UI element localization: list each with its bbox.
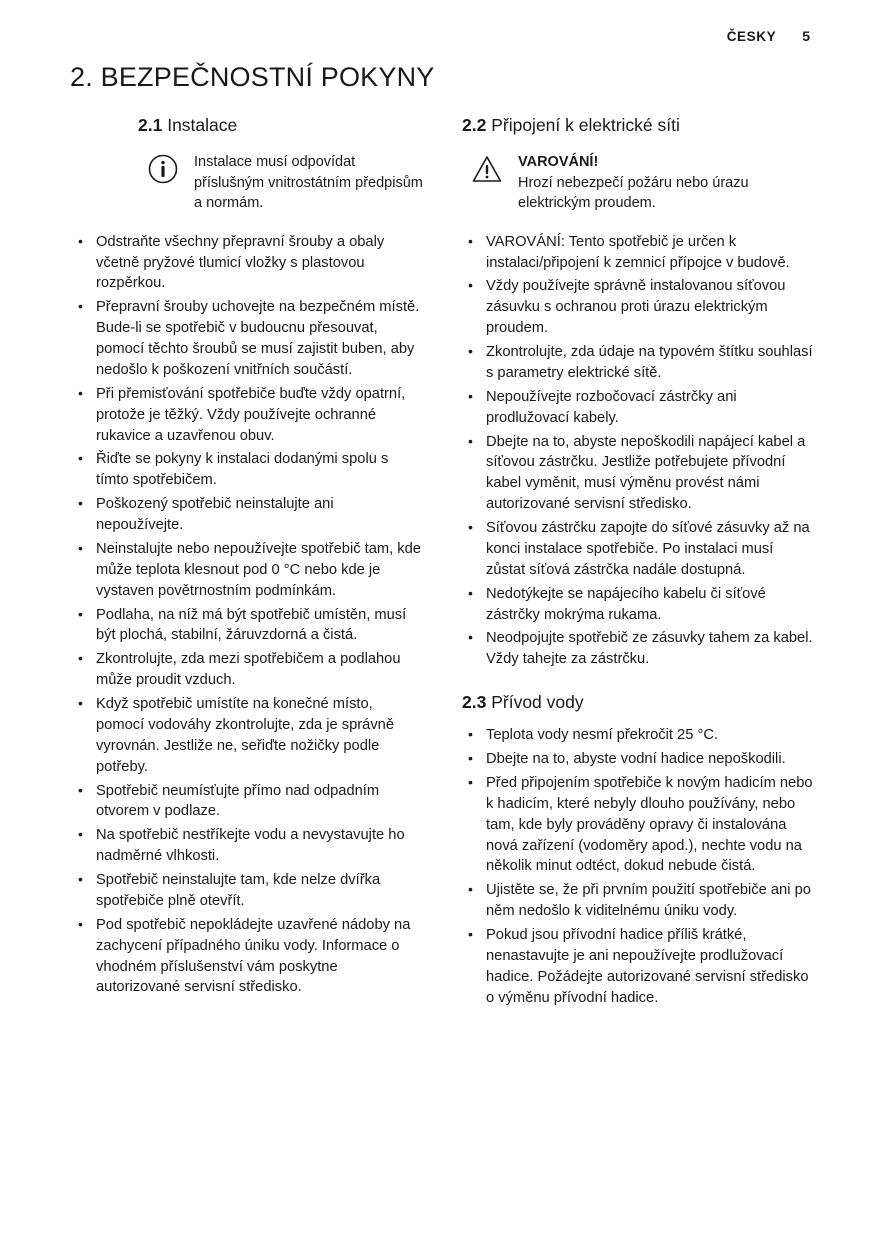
page-header	[58, 28, 816, 44]
chapter-title: 2. BEZPEČNOSTNÍ POKYNY	[70, 62, 435, 92]
section-title: Přívod vody	[491, 692, 584, 713]
list-item: • Podlaha, na níž má být spotřebič umístěn, musí být plochá, stabilní, žáruvzdorná a čistá.	[70, 605, 424, 647]
warning-triangle-icon	[472, 154, 502, 184]
section-heading-water	[462, 692, 816, 713]
electrical-bullet-list	[462, 232, 816, 671]
list-item: • Teplota vody nesmí překročit 25 °C.	[462, 725, 816, 746]
warning-title: VAROVÁNÍ!	[518, 154, 599, 170]
section-title: Instalace	[167, 115, 238, 135]
list-item: • Spotřebič neinstalujte tam, kde nelze dvířka spotřebiče plně otevřít.	[70, 870, 424, 912]
list-item: • Nedotýkejte se napájecího kabelu či síťové zástrčky mokrýma rukama.	[462, 584, 816, 626]
section-heading-electrical	[462, 115, 816, 136]
list-item: • Řiďte se pokyny k instalaci dodanými spolu s tímto spotřebičem.	[70, 449, 424, 491]
section-number: 2.2	[462, 115, 487, 135]
list-item: • Síťovou zástrčku zapojte do síťové zásuvky až na konci instalace spotřebiče. Po instalaci musí zůstat síťová zástrčka nadále dostupná.	[462, 518, 816, 581]
language-label: ČESKY	[726, 29, 777, 44]
list-item: • Při přemisťování spotřebiče buďte vždy opatrní, protože je těžký. Vždy používejte ochranné rukavice a uzavřenou obuv.	[70, 384, 424, 447]
list-item: • Neodpojujte spotřebič ze zásuvky tahem za kabel. Vždy tahejte za zástrčku.	[462, 628, 816, 670]
installation-bullet-list	[70, 232, 424, 999]
warning-notice-body	[518, 152, 816, 214]
info-icon	[148, 154, 178, 184]
list-item: • Dbejte na to, abyste vodní hadice nepoškodili.	[462, 749, 816, 770]
warning-notice	[462, 152, 816, 214]
section-number: 2.3	[462, 692, 487, 713]
water-bullet-list	[462, 725, 816, 1008]
list-item: • Přepravní šrouby uchovejte na bezpečném místě. Bude-li se spotřebič v budoucnu přesouvat, pomocí těchto šroubů se musí zajistit buben, aby nedošlo k poškození vnitřních součástí.	[70, 297, 424, 381]
right-column	[462, 115, 816, 1012]
list-item: • Odstraňte všechny přepravní šrouby a obaly včetně pryžové tlumicí vložky s plastovou rozpěrkou.	[70, 232, 424, 295]
page-number: 5	[802, 28, 810, 44]
list-item: • Pokud jsou přívodní hadice příliš krátké, nenastavujte je ani nepoužívejte prodlužovací hadice. Požádejte autorizované servisní středisko o výměnu přívodní hadice.	[462, 925, 816, 1009]
list-item: • VAROVÁNÍ: Tento spotřebič je určen k instalaci/připojení k zemnicí přípojce v budově.	[462, 232, 816, 274]
section-number: 2.1	[138, 115, 163, 135]
section-title: Připojení k elektrické síti	[491, 115, 680, 135]
list-item: • Neinstalujte nebo nepoužívejte spotřebič tam, kde může teplota klesnout pod 0 °C nebo kde je vystaven povětrnostním podmínkám.	[70, 539, 424, 602]
info-notice	[70, 152, 424, 214]
content-columns	[58, 115, 816, 1012]
list-item: • Poškozený spotřebič neinstalujte ani nepoužívejte.	[70, 494, 424, 536]
section-heading-installation	[138, 115, 424, 136]
list-item: • Nepoužívejte rozbočovací zástrčky ani prodlužovací kabely.	[462, 387, 816, 429]
list-item: • Spotřebič neumísťujte přímo nad odpadním otvorem v podlaze.	[70, 781, 424, 823]
list-item: • Ujistěte se, že při prvním použití spotřebiče ani po něm nedošlo k viditelnému úniku vody.	[462, 880, 816, 922]
list-item: • Před připojením spotřebiče k novým hadicím nebo k hadicím, které nebyly dlouho používány, nebo tam, kde byly prováděny opravy či instalována nová zařízení (vodoměry apod.), nechte vodu na několik minut odtéct, dokud nebude čistá.	[462, 773, 816, 877]
list-item: • Zkontrolujte, zda údaje na typovém štítku souhlasí s parametry elektrické sítě.	[462, 342, 816, 384]
list-item: • Zkontrolujte, zda mezi spotřebičem a podlahou může proudit vzduch.	[70, 649, 424, 691]
info-notice-text: Instalace musí odpovídat příslušným vnitrostátním předpisům a normám.	[194, 154, 423, 212]
left-column	[58, 115, 424, 1012]
list-item: • Vždy používejte správně instalovanou síťovou zásuvku s ochranou proti úrazu elektrickým proudem.	[462, 276, 816, 339]
list-item: • Na spotřebič nestříkejte vodu a nevystavujte ho nadměrné vlhkosti.	[70, 825, 424, 867]
warning-text: Hrozí nebezpečí požáru nebo úrazu elektrickým proudem.	[518, 174, 749, 212]
list-item: • Pod spotřebič nepokládejte uzavřené nádoby na zachycení případného úniku vody. Informace o vhodném příslušenství vám poskytne autorizované servisní středisko.	[70, 915, 424, 999]
list-item: • Dbejte na to, abyste nepoškodili napájecí kabel a síťovou zástrčku. Jestliže potřebujete přívodní kabel vyměnit, musí výměnu provést námi autorizované servisní středisko.	[462, 432, 816, 516]
list-item: • Když spotřebič umístíte na konečné místo, pomocí vodováhy zkontrolujte, zda je správně vyrovnán. Jestliže ne, seřiďte nožičky podle potřeby.	[70, 694, 424, 778]
